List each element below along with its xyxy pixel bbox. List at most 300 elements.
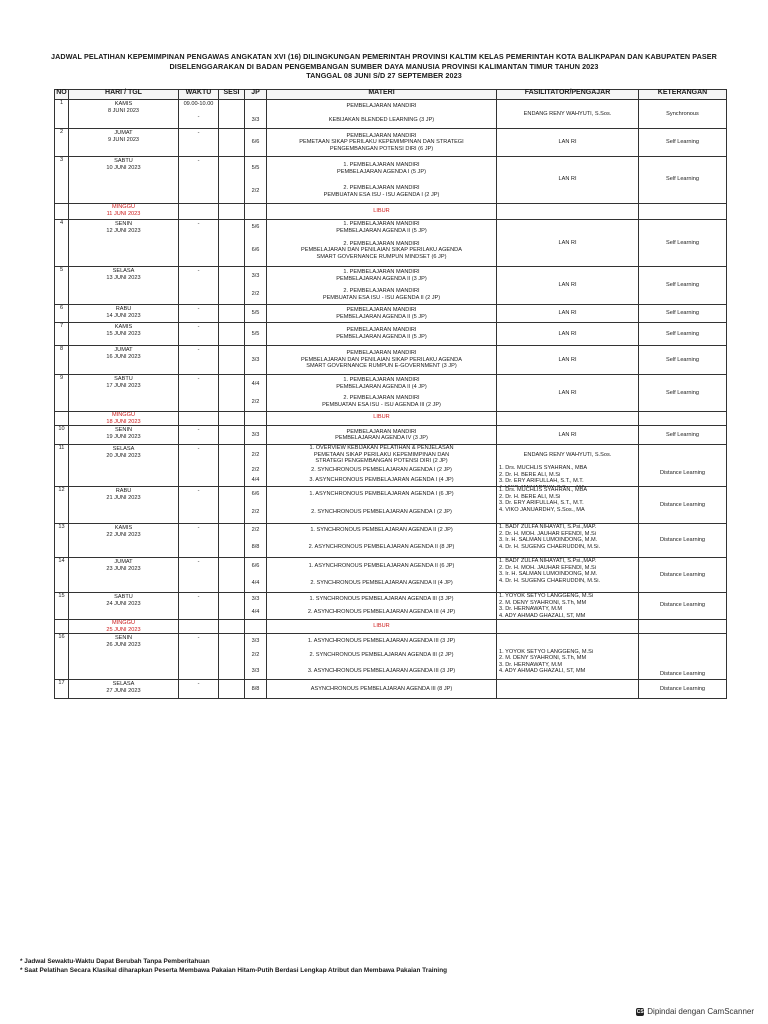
jp-value: 6/6: [251, 247, 260, 254]
materi-line: STRATEGI PENGEMBANGAN POTENSI DIRI (2 JP): [315, 458, 448, 465]
time-value: -: [197, 427, 200, 434]
cell-time: [179, 305, 219, 323]
cell-jp: [245, 267, 267, 305]
cell-jp: [245, 412, 267, 426]
jp-value: 2/2: [251, 466, 260, 473]
cell-jp: [245, 524, 267, 558]
materi-block: [267, 267, 496, 285]
cell-day: [69, 620, 179, 634]
table-row: [55, 346, 727, 375]
facilitator-name: 2. Dr. H. BERE ALI, M.Si: [499, 493, 561, 500]
materi-block: [267, 426, 496, 444]
jp-value: 3/3: [251, 356, 260, 363]
cell-day: [69, 634, 179, 680]
facilitator-list: [497, 465, 638, 486]
day-name: SENIN: [114, 427, 133, 434]
table-row: [55, 157, 727, 204]
facilitator-name: 3. Dr. HERNAWATY, M.M: [499, 661, 563, 668]
facilitator-name: 4. ADY AHMAD GHAZALI, ST, MM: [499, 612, 586, 619]
cell-materi: [267, 129, 497, 157]
cell-time: [179, 100, 219, 129]
day-name: MINGGU: [112, 620, 135, 627]
table-row: [55, 524, 727, 558]
cell-time: [179, 445, 219, 487]
day-date: 27 JUNI 2023: [106, 687, 141, 694]
cell-keterangan: [639, 426, 727, 445]
facilitator-name: LAN RI: [558, 239, 577, 246]
materi-block: [267, 537, 496, 557]
cell-day: [69, 305, 179, 323]
jp-value: [245, 100, 266, 113]
jp-value: 3/3: [251, 431, 260, 438]
cell-materi: [267, 375, 497, 412]
cell-no: 15: [55, 593, 69, 620]
day-name: SENIN: [114, 221, 133, 227]
materi-block: [267, 100, 496, 113]
jp-value: 2/2: [251, 451, 260, 458]
cell-no: [55, 204, 69, 220]
materi-block: [267, 680, 496, 698]
facilitator-name: LAN RI: [558, 330, 577, 337]
cell-materi: [267, 346, 497, 375]
materi-line: 2. ASYNCHRONOUS PEMBELAJARAN AGENDA III (4 JP): [307, 609, 456, 616]
cell-day: [69, 426, 179, 445]
cell-facilitator: [497, 129, 639, 157]
page-title: [20, 52, 748, 81]
keterangan-value: Distance Learning: [659, 537, 706, 544]
cell-facilitator: [497, 524, 639, 558]
cell-materi: [267, 204, 497, 220]
cell-keterangan: [639, 445, 727, 487]
cell-no: 16: [55, 634, 69, 680]
table-row: [55, 305, 727, 323]
cell-day: [69, 346, 179, 375]
facilitator-name: LAN RI: [558, 431, 577, 438]
cell-time: [179, 129, 219, 157]
time-value: -: [197, 525, 200, 532]
footnotes: [20, 958, 447, 975]
facilitator-name: 2. M. DENY SYAHRONI, S.Th, MM: [499, 655, 587, 662]
materi-line: 1. ASYNCHRONOUS PEMBELAJARAN AGENDA II (6 JP): [308, 563, 455, 570]
materi-block: [267, 663, 496, 679]
day-name: MINGGU: [112, 412, 135, 418]
facilitator-name: 4. Dr. H. SUGENG CHAERUDDIN, M.Si.: [499, 543, 601, 550]
time-value: -: [197, 446, 200, 453]
materi-block: [267, 180, 496, 203]
materi-block: [267, 647, 496, 663]
materi-line: PEMBELAJARAN MANDIRI: [346, 327, 417, 334]
time-value: -: [197, 221, 200, 227]
facilitator-name: 1. YOYOK SETYO LANGGENG, M.Si: [499, 648, 594, 655]
cell-no: 3: [55, 157, 69, 204]
materi-line: PEMETAAN SIKAP PERILAKU KEPEMIMPINAN DAN STRATEGI: [299, 139, 464, 146]
table-row: [55, 129, 727, 157]
facilitator-list: [497, 524, 638, 557]
table-row: [55, 375, 727, 412]
cell-keterangan: [639, 267, 727, 305]
cell-materi: [267, 680, 497, 699]
table-row: [55, 634, 727, 680]
cell-day: [69, 204, 179, 220]
materi-block: [267, 235, 496, 266]
keterangan-value: Self Learning: [666, 282, 699, 289]
materi-line: PEMBELAJARAN MANDIRI: [346, 428, 417, 435]
jp-value: 5/6: [251, 224, 260, 231]
facilitator-name: 4. Dr. H. SUGENG CHAERUDDIN, M.Si.: [499, 577, 601, 584]
jp-value: 3/3: [251, 668, 260, 675]
cell-jp: [245, 426, 267, 445]
header-no: NO: [55, 90, 69, 100]
cell-keterangan: [639, 412, 727, 426]
cell-jp: [245, 204, 267, 220]
day-date: 25 JUNI 2023: [106, 626, 141, 633]
cell-sesi: [219, 323, 245, 346]
day-name: SELASA: [112, 268, 135, 274]
cell-keterangan: [639, 323, 727, 346]
time-value: -: [197, 376, 200, 382]
holiday-label: LIBUR: [373, 622, 390, 629]
cell-facilitator: [497, 323, 639, 346]
cell-keterangan: [639, 487, 727, 524]
jp-value: 4/4: [251, 477, 260, 484]
facilitator-name: 3. Ir. H. SALMAN LUMOINDONG, M.M.: [499, 571, 598, 578]
facilitator-name: LAN RI: [558, 139, 577, 146]
jp-value: 8/8: [251, 543, 260, 550]
cell-day: [69, 267, 179, 305]
cell-sesi: [219, 412, 245, 426]
facilitator-name: LAN RI: [558, 310, 577, 317]
facilitator-name: 2. Dr. H. MOH. JAUHAR EFENDI, M.Si: [499, 530, 596, 537]
time-value: 09.00-10.00: [183, 101, 214, 107]
cell-time: [179, 620, 219, 634]
cell-keterangan: [639, 620, 727, 634]
day-name: MINGGU: [112, 204, 135, 210]
cell-no: 1: [55, 100, 69, 129]
facilitator-name: 4. VIKO JANUARDHY, S.Sos., MA: [499, 506, 585, 513]
cell-materi: [267, 524, 497, 558]
materi-line: ASYNCHRONOUS PEMBELAJARAN AGENDA III (8 JP): [310, 686, 453, 693]
cell-materi: [267, 620, 497, 634]
cell-sesi: [219, 375, 245, 412]
facilitator-name: 2. Dr. H. BERE ALI, M.Si: [499, 471, 561, 478]
cell-sesi: [219, 487, 245, 524]
materi-block: [267, 593, 496, 606]
table-header-row: [55, 90, 727, 100]
materi-line: PEMBELAJARAN DAN PENILAIAN SIKAP PERILAKU AGENDA: [301, 356, 462, 363]
day-date: 22 JUNI 2023: [106, 531, 141, 538]
materi-line: PEMBUATAN ESA ISU - ISU AGENDA I (2 JP): [323, 191, 440, 198]
materi-line: 1. PEMBELAJARAN MANDIRI: [343, 269, 420, 276]
materi-line: 1. ASYNCHRONOUS PEMBELAJARAN AGENDA III (3 JP): [307, 637, 456, 644]
keterangan-value: Synchronous: [666, 110, 699, 117]
materi-line: 2. PEMBELAJARAN MANDIRI: [343, 287, 420, 294]
cell-keterangan: [639, 593, 727, 620]
cell-day: [69, 323, 179, 346]
day-name: JUMAT: [114, 347, 133, 353]
cell-no: 8: [55, 346, 69, 375]
cell-keterangan: [639, 680, 727, 699]
facilitator-name: 1. Drs. MUCHLIS SYAHRAN., MBA: [499, 465, 588, 472]
cell-day: [69, 524, 179, 558]
cell-facilitator: [497, 487, 639, 524]
cell-no: 13: [55, 524, 69, 558]
materi-block: [267, 475, 496, 486]
footnote-1: * Jadwal Sewaktu-Waktu Dapat Berubah Tanpa Pemberitahuan: [20, 958, 210, 965]
jp-value: 5/5: [251, 330, 260, 337]
day-date: 8 JUNI 2023: [107, 107, 140, 114]
materi-block: [267, 157, 496, 180]
keterangan-value: Self Learning: [666, 330, 699, 337]
facilitator-name: 1. BADI' ZULFA NIHAYATI, S.Psi.,MAP.: [499, 558, 597, 565]
materi-block: [267, 393, 496, 411]
cell-jp: [245, 220, 267, 267]
time-value: -: [197, 559, 200, 566]
cell-keterangan: [639, 524, 727, 558]
materi-line: PEMBELAJARAN AGENDA II (3 JP): [336, 276, 427, 282]
facilitator-name: 1. Drs. MUCHLIS SYAHRAN., MBA: [499, 487, 588, 494]
time-value: -: [197, 681, 200, 688]
day-name: KAMIS: [114, 525, 133, 532]
day-date: 9 JUNI 2023: [107, 136, 140, 143]
cell-no: 2: [55, 129, 69, 157]
cell-jp: [245, 593, 267, 620]
keterangan-value: Self Learning: [666, 431, 699, 438]
materi-line: PEMBELAJARAN AGENDA IV (3 JP): [335, 435, 428, 442]
materi-block: [267, 129, 496, 156]
cell-facilitator: [497, 157, 639, 204]
jp-value: 5/5: [251, 165, 260, 172]
day-name: SABTU: [114, 376, 133, 382]
cell-jp: [245, 558, 267, 593]
holiday-label: LIBUR: [373, 208, 390, 215]
jp-value: 3/3: [251, 272, 260, 279]
facilitator-name: [499, 485, 585, 486]
jp-value: 6/6: [251, 563, 260, 570]
materi-line: 1. OVERVIEW KEBIJAKAN PELATIHAN & PENJELASAN: [309, 445, 454, 452]
day-date: 21 JUNI 2023: [106, 494, 141, 501]
materi-line: 1. SYNCHRONOUS PEMBELAJARAN AGENDA II (2 JP): [310, 527, 453, 534]
time-value: -: [197, 488, 200, 495]
table-row: [55, 267, 727, 305]
cell-sesi: [219, 129, 245, 157]
materi-line: 2. SYNCHRONOUS PEMBELAJARAN AGENDA I (2 JP): [311, 509, 452, 516]
keterangan-value: Self Learning: [666, 239, 699, 246]
cell-time: [179, 157, 219, 204]
cell-keterangan: [639, 220, 727, 267]
cell-facilitator: [497, 593, 639, 620]
cell-day: [69, 558, 179, 593]
cell-time: [179, 680, 219, 699]
cell-no: [55, 620, 69, 634]
cell-facilitator: [497, 680, 639, 699]
facilitator-name: ENDANG RENY WAHYUTI, S.Sos.: [523, 110, 612, 117]
materi-line: PEMBELAJARAN AGENDA II (5 JP): [336, 227, 427, 234]
materi-line: PEMBELAJARAN AGENDA II (5 JP): [336, 334, 427, 340]
cell-jp: [245, 620, 267, 634]
table-row: [55, 220, 727, 267]
cell-jp: [245, 634, 267, 680]
facilitator-name: LAN RI: [558, 356, 577, 363]
cell-jp: [245, 323, 267, 346]
day-date: 19 JUNI 2023: [106, 433, 141, 440]
cell-sesi: [219, 445, 245, 487]
materi-block: [267, 375, 496, 393]
day-date: 20 JUNI 2023: [106, 452, 141, 459]
cell-sesi: [219, 267, 245, 305]
cell-day: [69, 412, 179, 426]
cell-materi: [267, 487, 497, 524]
cell-time: [179, 412, 219, 426]
table-row: [55, 558, 727, 593]
header-materi: MATERI: [267, 90, 497, 100]
cell-day: [69, 100, 179, 129]
day-date: 14 JUNI 2023: [106, 312, 141, 319]
holiday-row: [55, 204, 727, 220]
materi-block: [267, 445, 496, 465]
facilitator-list: [497, 593, 638, 618]
keterangan-value: Self Learning: [666, 389, 699, 396]
facilitator-name: 3. Ir. H. SALMAN LUMOINDONG, M.M.: [499, 537, 598, 544]
materi-block: [267, 220, 496, 235]
footnote-2: * Saat Pelatihan Secara Klasikal diharapkan Peserta Membawa Pakaian Hitam-Putih Berdasi Lengkap Atribut dan Membawa Pakaian Training: [20, 966, 448, 974]
time-value: -: [197, 113, 200, 120]
day-date: 10 JUNI 2023: [106, 164, 141, 171]
cell-materi: [267, 412, 497, 426]
day-name: SELASA: [112, 446, 135, 453]
cell-time: [179, 634, 219, 680]
materi-block: [267, 465, 496, 475]
cell-jp: [245, 157, 267, 204]
cell-time: [179, 426, 219, 445]
cell-jp: [245, 305, 267, 323]
jp-value: 2/2: [251, 398, 260, 405]
cell-sesi: [219, 524, 245, 558]
cell-facilitator: [497, 220, 639, 267]
cell-materi: [267, 558, 497, 593]
cell-day: [69, 445, 179, 487]
cell-no: 9: [55, 375, 69, 412]
materi-line: 2. PEMBELAJARAN MANDIRI: [343, 184, 420, 191]
day-date: 12 JUNI 2023: [106, 227, 141, 234]
materi-line: PEMETAAN SIKAP PERILAKU KEPEMIMPINAN DAN: [313, 451, 450, 458]
cell-facilitator: [497, 445, 639, 487]
jp-value: 3/3: [251, 117, 260, 124]
cell-keterangan: [639, 305, 727, 323]
cell-materi: [267, 305, 497, 323]
holiday-label: LIBUR: [373, 413, 390, 420]
header-facilitator: FASILITATOR/PENGAJAR: [497, 90, 639, 100]
cell-day: [69, 375, 179, 412]
day-name: SELASA: [112, 681, 135, 688]
cell-no: 6: [55, 305, 69, 323]
facilitator-name: LAN RI: [558, 176, 577, 183]
cell-day: [69, 157, 179, 204]
cell-facilitator: [497, 305, 639, 323]
day-name: KAMIS: [114, 101, 133, 107]
keterangan-value: Distance Learning: [659, 602, 706, 609]
table-row: [55, 426, 727, 445]
cell-materi: [267, 593, 497, 620]
facilitator-name: 1. BADI' ZULFA NIHAYATI, S.Psi.,MAP.: [499, 524, 597, 531]
cell-sesi: [219, 204, 245, 220]
materi-line: 2. SYNCHRONOUS PEMBELAJARAN AGENDA I (2 JP): [311, 466, 452, 473]
day-date: 24 JUNI 2023: [106, 600, 141, 607]
time-value: -: [197, 347, 200, 353]
facilitator-name: LAN RI: [558, 389, 577, 396]
cell-facilitator: [497, 558, 639, 593]
cell-facilitator: [497, 346, 639, 375]
cell-day: [69, 680, 179, 699]
cell-no: 17: [55, 680, 69, 699]
materi-block: [267, 285, 496, 304]
cell-sesi: [219, 680, 245, 699]
materi-block: [267, 346, 496, 374]
cell-sesi: [219, 157, 245, 204]
day-name: JUMAT: [114, 130, 133, 136]
cell-day: [69, 593, 179, 620]
materi-line: 1. PEMBELAJARAN MANDIRI: [343, 220, 420, 227]
time-value: -: [197, 635, 200, 642]
cell-day: [69, 220, 179, 267]
cell-no: 4: [55, 220, 69, 267]
cell-materi: [267, 267, 497, 305]
jp-value: 4/4: [251, 580, 260, 587]
cell-jp: [245, 375, 267, 412]
jp-value: 2/2: [251, 188, 260, 195]
cell-time: [179, 220, 219, 267]
title-line-1: JADWAL PELATIHAN KEPEMIMPINAN PENGAWAS ANGKATAN XVI (16) DILINGKUNGAN PEMERINTAH PROVINSI KALTIM KELAS PEMERINTAH KOTA BALIKPAPAN DAN KABUPATEN PASER: [51, 52, 717, 61]
materi-line: 1. ASYNCHRONOUS PEMBELAJARAN AGENDA I (6 JP): [309, 491, 454, 498]
cell-sesi: [219, 426, 245, 445]
cell-keterangan: [639, 346, 727, 375]
day-date: 17 JUNI 2023: [106, 382, 141, 389]
cell-no: 12: [55, 487, 69, 524]
cell-keterangan: [639, 634, 727, 680]
materi-line: PENGEMBANGAN POTENSI DIRI (6 JP): [329, 145, 434, 152]
materi-line: PEMBELAJARAN AGENDA II (5 JP): [336, 313, 427, 320]
cell-no: [55, 412, 69, 426]
day-date: 11 JUNI 2023: [106, 210, 141, 217]
facilitator-name: 4. ADY AHMAD GHAZALI, ST, MM: [499, 668, 586, 675]
cell-time: [179, 487, 219, 524]
cell-sesi: [219, 593, 245, 620]
materi-line: 2. PEMBELAJARAN MANDIRI: [343, 240, 420, 247]
materi-line: SMART GOVERNANCE RUMPUN MINDSET (6 JP): [316, 253, 447, 260]
cell-jp: [245, 100, 267, 129]
materi-block: [267, 487, 496, 502]
materi-line: PEMBUATAN ESA ISU - ISU AGENDA III (2 JP): [322, 402, 441, 408]
camscanner-logo-icon: CS: [636, 1008, 644, 1015]
materi-line: KEBIJAKAN BLENDED LEARNING (3 JP): [328, 117, 435, 124]
materi-line: PEMBELAJARAN DAN PENILAIAN SIKAP PERILAKU AGENDA: [301, 247, 462, 254]
jp-value: 6/6: [251, 139, 260, 146]
materi-line: 2. ASYNCHRONOUS PEMBELAJARAN AGENDA II (8 JP): [308, 543, 455, 550]
facilitator-name: 3. Dr. HERNAWATY, M.M: [499, 606, 563, 613]
materi-line: PEMBELAJARAN AGENDA II (4 JP): [336, 384, 427, 390]
cell-materi: [267, 426, 497, 445]
materi-line: 3. ASYNCHRONOUS PEMBELAJARAN AGENDA III (3 JP): [307, 668, 456, 675]
materi-block: [267, 558, 496, 575]
materi-line: 2. PEMBELAJARAN MANDIRI: [343, 395, 420, 402]
cell-facilitator: [497, 620, 639, 634]
materi-line: PEMBELAJARAN MANDIRI: [346, 306, 417, 313]
cell-time: [179, 204, 219, 220]
cell-facilitator: [497, 204, 639, 220]
jp-value: 3/3: [251, 596, 260, 603]
keterangan-value: Distance Learning: [659, 571, 706, 578]
table-row: [55, 100, 727, 129]
materi-line: 1. SYNCHRONOUS PEMBELAJARAN AGENDA III (3 JP): [309, 596, 454, 603]
